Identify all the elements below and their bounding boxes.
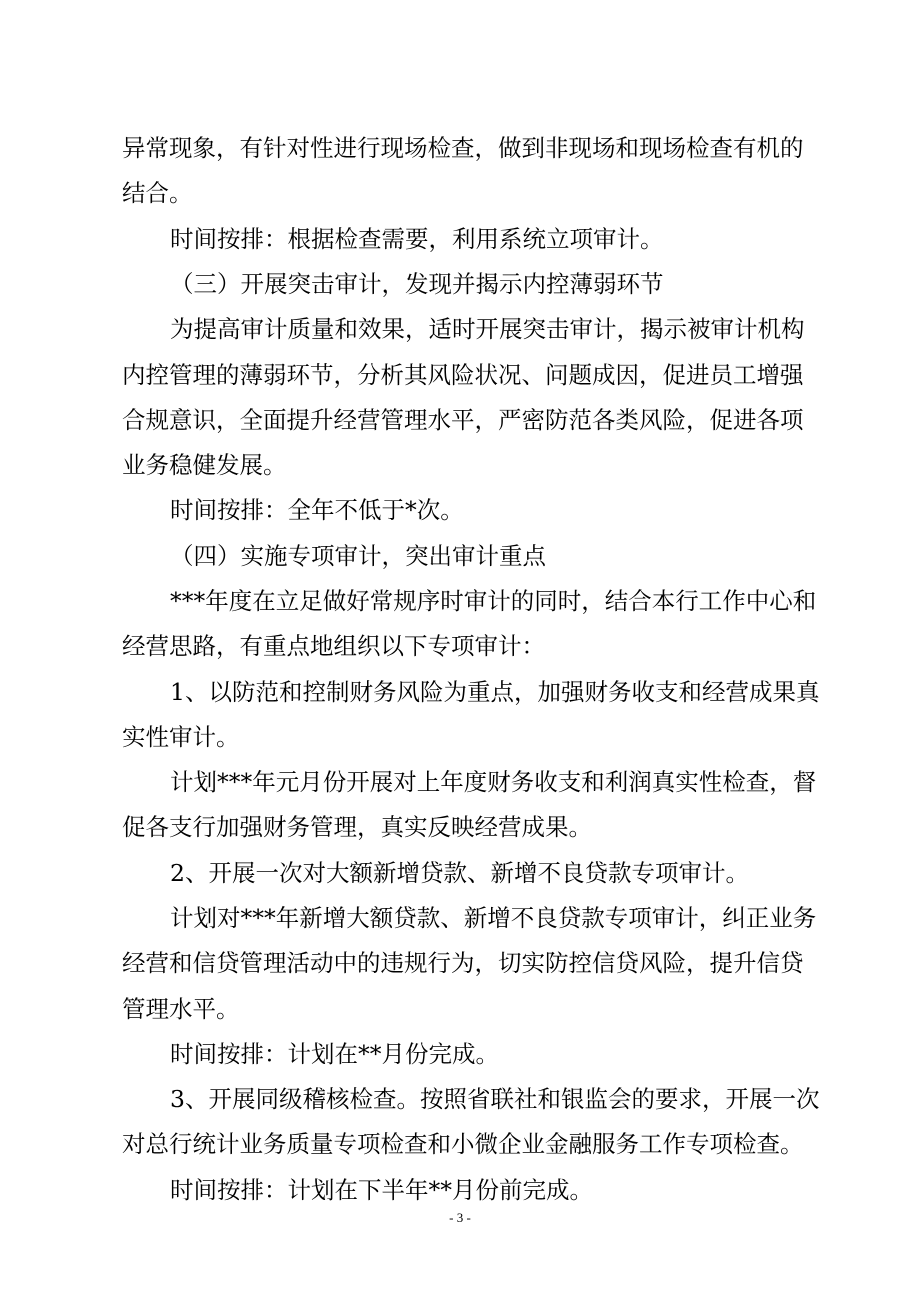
text-line: 异常现象，有针对性进行现场检查，做到非现场和现场检查有机的 [122, 134, 804, 162]
text-line: 对总行统计业务质量专项检查和小微企业金融服务工作专项检查。 [122, 1130, 804, 1158]
text-line: ***年度在立足做好常规序时审计的同时，结合本行工作中心和 [170, 587, 817, 615]
page-number: - 3 - [449, 1210, 471, 1225]
text-line: 管理水平。 [122, 995, 240, 1023]
text-line: 经营和信贷管理活动中的违规行为，切实防控信贷风险，提升信贷 [122, 949, 804, 977]
text-line: 时间按排：计划在下半年**月份前完成。 [170, 1176, 593, 1204]
text-line: 计划***年元月份开展对上年度财务收支和利润真实性检查，督 [170, 768, 817, 796]
section-heading: （三）开展突击审计，发现并揭示内控薄弱环节 [170, 270, 664, 298]
text-line: 1、以防范和控制财务风险为重点，加强财务收支和经营成果真 [170, 678, 820, 706]
text-line: 时间按排：全年不低于*次。 [170, 496, 464, 524]
text-line: 时间按排：计划在**月份完成。 [170, 1040, 499, 1068]
text-line: 合规意识，全面提升经营管理水平，严密防范各类风险，促进各项 [122, 406, 804, 434]
text-line: 2、开展一次对大额新增贷款、新增不良贷款专项审计。 [170, 859, 749, 887]
text-line: 实性审计。 [122, 723, 240, 751]
text-line: 促各支行加强财务管理，真实反映经营成果。 [122, 813, 592, 841]
section-heading: （四）实施专项审计，突出审计重点 [170, 542, 546, 570]
text-line: 时间按排：根据检查需要，利用系统立项审计。 [170, 225, 664, 253]
text-line: 结合。 [122, 179, 193, 207]
text-line: 业务稳健发展。 [122, 451, 287, 479]
text-line: 3、开展同级稽核检查。按照省联社和银监会的要求，开展一次 [170, 1085, 820, 1113]
text-line: 为提高审计质量和效果，适时开展突击审计，揭示被审计机构 [170, 315, 805, 343]
text-line: 经营思路，有重点地组织以下专项审计： [122, 632, 545, 660]
text-line: 内控管理的薄弱环节，分析其风险状况、问题成因，促进员工增强 [122, 361, 804, 389]
text-line: 计划对***年新增大额贷款、新增不良贷款专项审计，纠正业务 [170, 904, 817, 932]
